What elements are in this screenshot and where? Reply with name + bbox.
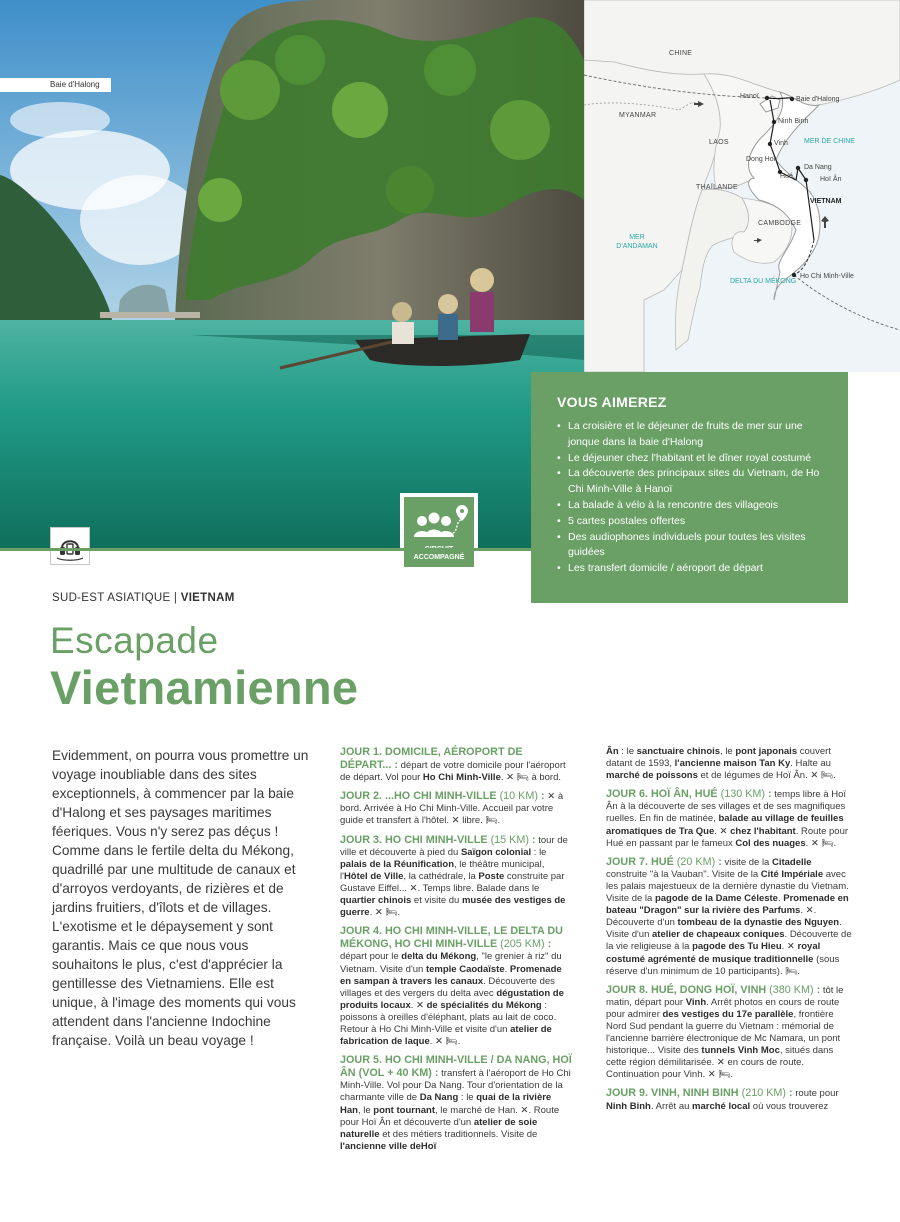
itinerary-day: JOUR 6. HOÏ ÂN, HUÉ (130 KM) : temps libre à Hoï Ân à la découverte de ses villages et de ses magnifiques ruelles. En fin de matinée, balade au village de feuilles aromatiques de Tra Que. ✕ chez l'habitant. Route pour Hué en passant par le fameux Col des nuages. ✕ 🛏.: [606, 788, 849, 849]
highlights-title: VOUS AIMEREZ: [557, 394, 667, 410]
map-label-thailande: THAÏLANDE: [696, 184, 738, 191]
map-label-mer-de-chine: MER DE CHINE: [804, 138, 855, 145]
highlights-box: [531, 372, 848, 603]
map-city-ninh-binh: Ninh Binh: [778, 118, 809, 125]
divider-line: [0, 548, 531, 551]
map-graphic: [584, 0, 900, 372]
group-icon: [404, 497, 474, 545]
itinerary-day: JOUR 7. HUÉ (20 KM) : visite de la Citadelle construite "à la Vauban". Visite de la Cité Impériale avec les palais majestueux de la dernière dynastie du Vietnam. Visite de la pagode de la Dame Céleste. Promenade en bateau "Dragon" sur la rivière des Parfums. ✕. Découverte d'un tombeau de la dynastie des Nguyen. Visite d'un atelier de chapeaux coniques. Découverte de la vie religieuse à la pagode des Tu Hieu. ✕ royal costumé agrémenté de musique traditionnelle (sous réserve d'un minimum de 10 participants). 🛏.: [606, 855, 852, 977]
highlight-item: • La balade à vélo à la rencontre des villageois: [557, 498, 828, 514]
day-heading: JOUR 7. HUÉ: [606, 855, 674, 868]
day-distance: (15 KM): [487, 833, 532, 846]
day-heading: JOUR 2. ...HO CHI MINH-VILLE: [340, 790, 497, 803]
day-distance: (380 KM): [766, 983, 817, 996]
day-heading: JOUR 1. DOMICILE, AÉROPORT DE DÉPART... :: [340, 746, 523, 772]
day-heading: JOUR 4. HO CHI MINH-VILLE, LE DELTA DU MÉKONG, HO CHI MINH-VILLE: [340, 925, 563, 951]
map-city-da-nang: Da Nang: [804, 164, 832, 171]
intro-paragraph: Evidemment, on pourra vous promettre un voyage inoubliable dans des sites exceptionnels, à commencer par la baie d'Halong et ses paysages maritimes féeriques. Vous n'y serez pas déçus ! Comme dans le fertile delta du Mékong, quadrillé par une multitude de canaux et d'arroyos verdoyants, de rizières et de jardins fruitiers, d'îlots et de villages. L'exotisme et le dépaysement y sont garantis. Mais ce que nous vous souhaitons le plus, c'est d'apprécier la gentillesse des Vietnamiens. Elle est unique, à l'image des moments qui vous attendent dans l'ancienne Indochine française. Voilà un beau voyage !: [52, 748, 309, 1048]
route-map: [584, 0, 900, 372]
day-heading: JOUR 9. VINH, NINH BINH: [606, 1087, 739, 1100]
badge-label: ACCOMPAGNÉ: [413, 554, 465, 561]
map-city-hue: Hué: [780, 173, 793, 180]
map-label-delta-mekong: DELTA DU MÉKONG: [730, 278, 797, 285]
day-heading: JOUR 8. HUÉ, DONG HOÏ, VINH: [606, 983, 767, 996]
day-distance: (20 KM): [673, 855, 719, 868]
map-label-chine: CHINE: [669, 50, 693, 57]
map-city-dong-hoi: Dong Hoï: [746, 156, 776, 163]
highlights-list: [557, 419, 828, 577]
day-distance: (10 KM): [496, 790, 541, 803]
itinerary-day: JOUR 3. HO CHI MINH-VILLE (15 KM) : tour de ville et découverte à pied du Saïgon colonial : le palais de la Réunification, le théâtre municipal, l'Hôtel de Ville, la cathédrale, la Poste construite par Gustave Eiffel... ✕. Temps libre. Balade dans le quartier chinois et visite du musée des vestiges de guerre. ✕ 🛏.: [340, 833, 568, 919]
itinerary-column-2: [606, 746, 854, 1119]
highlight-item: • Le déjeuner chez l'habitant et le dîner royal costumé: [557, 451, 828, 467]
highlight-item: • Les transfert domicile / aéroport de départ: [557, 561, 828, 577]
itinerary-day: JOUR 1. DOMICILE, AÉROPORT DE DÉPART... : départ de votre domicile pour l'aéroport de départ. Vol pour Ho Chi Minh-Ville. ✕ 🛏 à bord.: [340, 746, 566, 784]
itinerary-day: JOUR 8. HUÉ, DONG HOÏ, VINH (380 KM) : tôt le matin, départ pour Vinh. Arrêt photos en cours de route pour admirer des vestiges du 17e parallèle, frontière Nord Sud pendant la guerre du Vietnam : mémorial de l'ancienne barrière électronique de Mc Namara, un pont historique... Visite des tunnels Vinh Moc, situés dans cette région démilitarisée. ✕ en cours de route. Continuation pour Vinh. ✕ 🛏.: [606, 983, 844, 1081]
map-label-vietnam: VIETNAM: [810, 198, 842, 205]
itinerary-day: JOUR 5. HO CHI MINH-VILLE / DA NANG, HOÏ ÂN (VOL + 40 KM) : transfert à l'aéroport de Ho Chi Minh-Ville. Vol pour Da Nang. Tour d'orientation de la charmante ville de Da Nang : le quai de la rivière Han, le pont tournant, le marché de Han. ✕. Route pour Hoï Ân et découverte d'un atelier de soie naturelle et des métiers traditionnels. Visite de l'ancienne ville deHoï: [340, 1054, 572, 1152]
itinerary-day: Ân : le sanctuaire chinois, le pont japonais couvert datant de 1593, l'ancienne maison Tan Ky. Halte au marché de poissons et de légumes de Hoï Ân. ✕ 🛏.: [606, 746, 836, 782]
map-city-hoi-an: Hoï Ân: [820, 176, 842, 183]
highlight-item: • 5 cartes postales offertes: [557, 514, 828, 530]
highlight-item: • Des audiophones individuels pour toutes les visites guidées: [557, 530, 828, 562]
page-title-line1: Escapade: [50, 620, 219, 661]
highlight-item: • La découverte des principaux sites du Vietnam, de Ho Chi Minh-Ville à Hanoï: [557, 466, 828, 498]
itinerary-day: JOUR 4. HO CHI MINH-VILLE, LE DELTA DU MÉKONG, HO CHI MINH-VILLE (205 KM) : départ pour le delta du Mékong, "le grenier à riz" du Vietnam. Visite d'un temple Caodaïste. Promenade en sampan à travers les canaux. Découverte des villages et des vergers du delta avec dégustation de produits locaux. ✕ de spécialités du Mékong : poissons à oreilles d'éléphant, plats au lait de coco. Retour à Ho Chi Minh-Ville et visite d'un atelier de fabrication de laque. ✕ 🛏.: [340, 925, 564, 1048]
map-label-laos: LAOS: [709, 139, 729, 146]
audiophone-icon: [50, 527, 90, 565]
day-heading: JOUR 3. HO CHI MINH-VILLE: [340, 833, 488, 846]
map-city-hanoi: Hanoï: [740, 93, 759, 100]
day-distance: (205 KM): [497, 938, 548, 951]
map-city-ho-chi-minh: Ho Chi Minh-Ville: [800, 273, 854, 280]
itinerary-column-1: [340, 746, 574, 1159]
breadcrumb: SUD-EST ASIATIQUE | VIETNAM: [52, 592, 235, 604]
map-label-cambodge: CAMBODGE: [758, 220, 802, 227]
map-label-myanmar: MYANMAR: [619, 112, 657, 119]
page-title-line2: Vietnamienne: [50, 661, 359, 714]
itinerary-day: JOUR 9. VINH, NINH BINH (210 KM) : route pour Ninh Binh. Arrêt au marché local où vous trouverez: [606, 1087, 839, 1112]
day-heading: JOUR 6. HOÏ ÂN, HUÉ: [606, 788, 718, 801]
map-city-halong: Baie d'Halong: [796, 96, 840, 103]
day-distance: (210 KM): [738, 1087, 789, 1100]
map-city-vinh: Vinh: [774, 140, 788, 147]
photo-caption: Baie d'Halong: [0, 78, 111, 92]
map-label-mer-andaman: MER D'ANDAMAN: [616, 234, 658, 250]
itinerary-day: JOUR 2. ...HO CHI MINH-VILLE (10 KM) : ✕ à bord. Arrivée à Ho Chi Minh-Ville. Accueil par votre guide et transfert à l'hôtel. ✕ libre. 🛏.: [340, 790, 564, 827]
day-heading: JOUR 5. HO CHI MINH-VILLE / DA NANG, HOÏ ÂN (VOL + 40 KM) :: [340, 1054, 572, 1080]
day-distance: (130 KM): [717, 788, 768, 801]
circuit-badge: [400, 493, 478, 571]
highlight-item: • La croisière et le déjeuner de fruits de mer sur une jonque dans la baie d'Halong: [557, 419, 828, 451]
